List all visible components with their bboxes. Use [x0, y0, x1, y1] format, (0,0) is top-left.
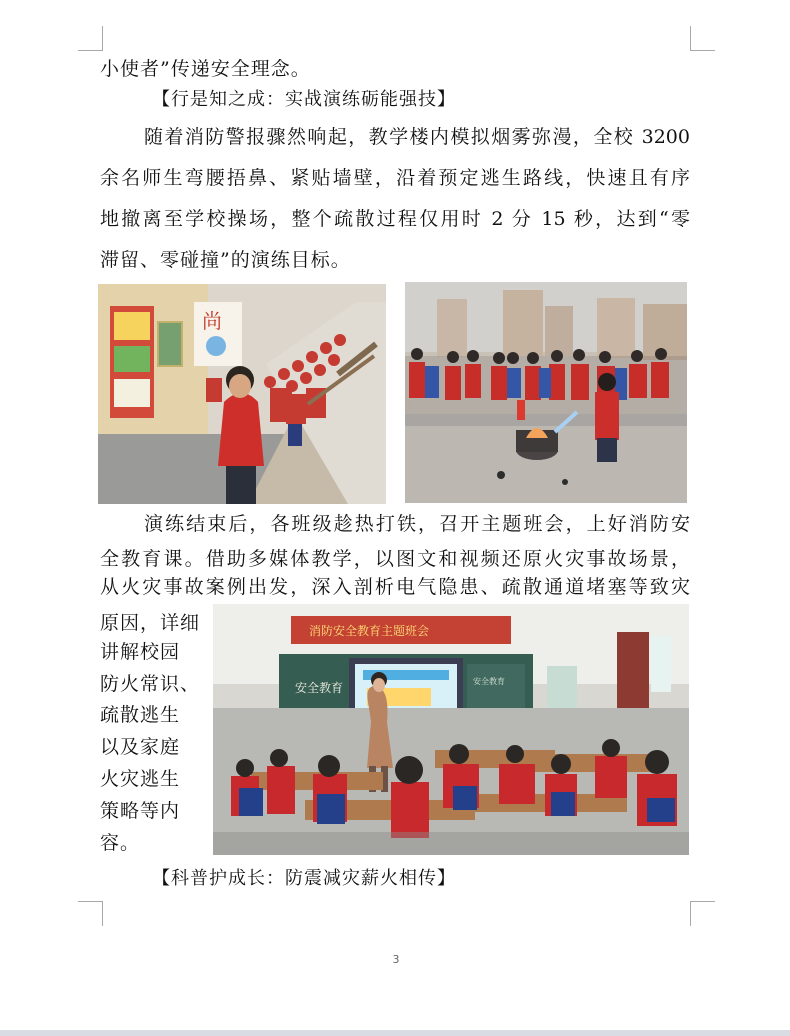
crop-mark-bottom-left	[78, 901, 103, 926]
paragraph-line: 随着消防警报骤然响起，教学楼内模拟烟雾弥漫，全校 3200	[144, 126, 690, 148]
paragraph-line: 从火灾事故案例出发，深入剖析电气隐患、疏散通道堵塞等致灾	[100, 576, 690, 598]
wrapped-line: 原因，详细	[100, 612, 201, 634]
wrapped-line: 火灾逃生	[100, 768, 181, 790]
section-heading: 【科普护成长：防震减灾薪火相传】	[152, 868, 456, 889]
banner-character: 尚	[202, 309, 222, 333]
wrapped-line: 讲解校园	[100, 641, 181, 663]
blackboard-right-text: 安全教育	[473, 677, 505, 686]
crop-mark-top-right	[690, 26, 715, 51]
paragraph-line: 小使者”传递安全理念。	[100, 58, 311, 80]
wrapped-line: 以及家庭	[100, 736, 181, 758]
paragraph-line: 滞留、零碰撞”的演练目标。	[100, 249, 351, 271]
crop-mark-top-left	[78, 26, 103, 51]
paragraph-line: 全教育课。借助多媒体教学，以图文和视频还原火灾事故场景，	[100, 548, 690, 570]
section-heading: 【行是知之成：实战演练砺能强技】	[152, 89, 456, 110]
paragraph-line: 演练结束后，各班级趁热打铁，召开主题班会，上好消防安	[144, 513, 690, 535]
wrapped-line: 策略等内	[100, 800, 181, 822]
crop-mark-bottom-right	[690, 901, 715, 926]
page-number: 3	[392, 953, 400, 966]
blackboard-left-text: 安全教育	[295, 681, 344, 695]
fire-extinguisher-drill-photo	[405, 282, 687, 503]
window-bottom-bar	[0, 1030, 790, 1036]
wrapped-line: 容。	[100, 832, 141, 854]
wrapped-line: 疏散逃生	[100, 704, 181, 726]
classroom-banner-text: 消防安全教育主题班会	[309, 624, 430, 638]
evacuation-stairwell-photo	[98, 284, 386, 504]
wrapped-line: 防火常识、	[100, 673, 201, 695]
paragraph-line: 余名师生弯腰捂鼻、紧贴墙壁，沿着预定逃生路线，快速且有序	[100, 167, 690, 189]
classroom-education-photo	[213, 604, 689, 855]
paragraph-line: 地撤离至学校操场，整个疏散过程仅用时 2 分 15 秒，达到“零	[100, 208, 690, 230]
